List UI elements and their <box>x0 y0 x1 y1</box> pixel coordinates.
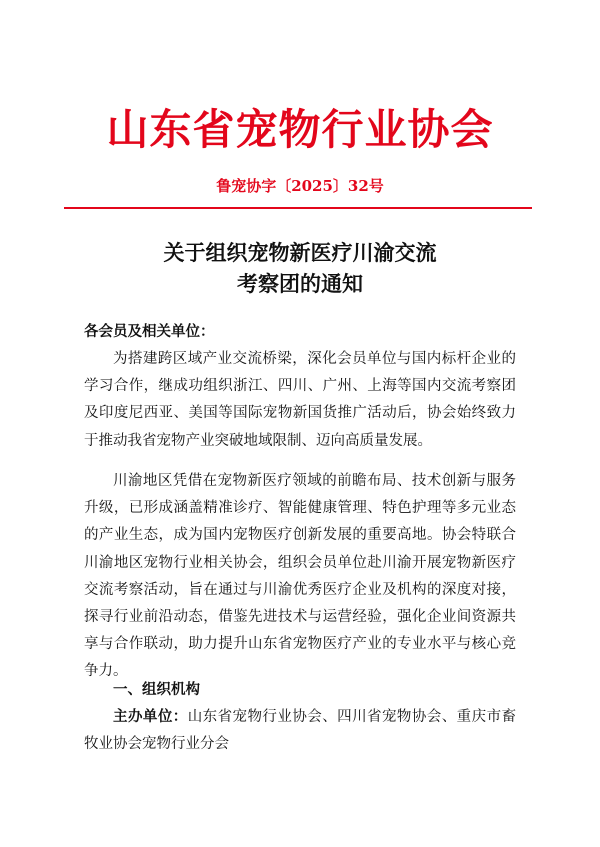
body-paragraph-1: 为搭建跨区域产业交流桥梁，深化会员单位与国内标杆企业的学习合作，继成功组织浙江、四川、广州、上海等国内交流考察团及印度尼西亚、美国等国际宠物新国货推广活动后，协会始终致力于推动我省宠物产业突破地域限制、迈向高质量发展。 <box>84 351 516 449</box>
notice-title-line-2: 考察团的通知 <box>237 272 363 296</box>
organizer-paragraph <box>84 704 516 758</box>
notice-title-line-1: 关于组织宠物新医疗川渝交流 <box>163 241 437 265</box>
header-divider <box>64 207 532 209</box>
notice-title <box>0 238 600 300</box>
body-paragraph-2: 川渝地区凭借在宠物新医疗领域的前瞻布局、技术创新与服务升级，已形成涵盖精准诊疗、智能健康管理、特色护理等多元业态的产业生态，成为国内宠物医疗创新发展的重要高地。协会特联合川渝地区宠物行业相关协会，组织会员单位赴川渝开展宠物新医疗交流考察活动，旨在通过与川渝优秀医疗企业及机构的深度对接，探寻行业前沿动态，借鉴先进技术与运营经验，强化企业间资源共享与合作联动，助力提升山东省宠物医疗产业的专业水平与核心竞争力。 <box>84 473 516 680</box>
salutation: 各会员及相关单位： <box>84 324 215 340</box>
document-number: 鲁宠协字〔2025〕32号 <box>216 177 384 195</box>
section-heading-organization: 一、组织机构 <box>113 682 200 698</box>
org-name-heading: 山东省宠物行业协会 <box>106 105 494 154</box>
organizer-text: 山东省宠物行业协会、四川省宠物协会、重庆市畜牧业协会宠物行业分会 <box>84 709 517 753</box>
organizer-label: 主办单位： <box>113 709 188 725</box>
